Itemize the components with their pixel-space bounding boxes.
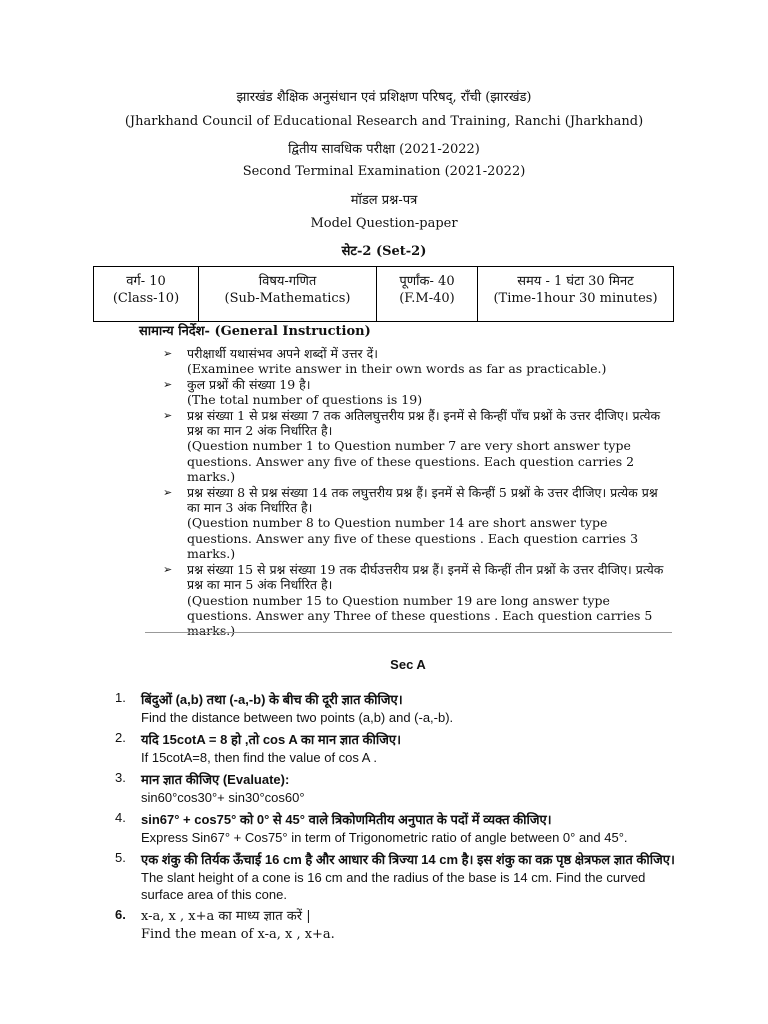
exam-info-table — [93, 266, 674, 322]
arrow-bullet-icon: ➢ — [163, 377, 173, 391]
question-english: If 15cotA=8, then find the value of cos A . — [141, 750, 377, 765]
question-item — [115, 850, 675, 903]
exam-name-hindi: द्वितीय सावधिक परीक्षा (2021-2022) — [288, 142, 480, 157]
instruction-item: ➢ प्रश्न संख्या 15 से प्रश्न संख्या 19 तक दीर्घउत्तरीय प्रश्न हैं। इनमें से किन्हीं तीन प्रश्नों के उत्तर दीजिए। प्रत्येक प्रश्न का मान 5 अंक निर्धारित है। (Question number 15 to Question number 19 are long answer type questions. Answer any Three of these questions . Each question carries 5 marks.) — [163, 561, 664, 639]
question-english: Express Sin67° + Cos75° in term of Trigonometric ratio of angle between 0° and 45°. — [141, 830, 628, 845]
question-hindi: यदि 15cotA = 8 हो ,तो cos A का मान ज्ञात कीजिए। — [141, 732, 402, 747]
info-cell-class: वर्ग- 10 (Class-10) — [94, 267, 199, 321]
instruction-item: ➢ प्रश्न संख्या 8 से प्रश्न संख्या 14 तक लघुत्तरीय प्रश्न हैं। इनमें से किन्हीं 5 प्रश्नों के उत्तर दीजिए। प्रत्येक प्रश्न का मान 3 अंक निर्धारित है। (Question number 8 to Question number 14 are short answer type questions. Answer any five of these questions . Each question carries 3 marks.) — [163, 484, 658, 562]
question-english: Find the distance between two points (a,b) and (-a,-b). — [141, 710, 454, 725]
question-item — [115, 907, 675, 943]
arrow-bullet-icon: ➢ — [163, 408, 173, 422]
org-name-hindi: झारखंड शैक्षिक अनुसंधान एवं प्रशिक्षण परिषद्, राँची (झारखंड) — [236, 90, 532, 105]
section-title: Sec A — [390, 657, 426, 672]
set-label: सेट-2 (Set-2) — [341, 244, 427, 259]
question-hindi: बिंदुओं (a,b) तथा (-a,-b) के बीच की दूरी ज्ञात कीजिए। — [141, 692, 403, 707]
arrow-bullet-icon: ➢ — [163, 562, 173, 576]
question-number: 1. — [115, 690, 126, 705]
exam-name-english: Second Terminal Examination (2021-2022) — [242, 164, 526, 179]
question-item — [115, 770, 675, 806]
section-divider — [145, 632, 672, 633]
instruction-item: ➢ प्रश्न संख्या 1 से प्रश्न संख्या 7 तक अतिलघुत्तरीय प्रश्न हैं। इनमें से किन्हीं पाँच प्रश्नों के उत्तर दीजिए। प्रत्येक प्रश्न का मान 2 अंक निर्धारित है। (Question number 1 to Question number 7 are very short answer type questions. Answer any five of these questions. Each question carries 2 marks.) — [163, 407, 661, 485]
question-hindi: मान ज्ञात कीजिए (Evaluate): — [141, 772, 290, 787]
question-list — [115, 690, 675, 943]
question-hindi: x-a, x , x+a का माध्य ज्ञात करें | — [141, 909, 311, 924]
question-english: Find the mean of x-a, x , x+a. — [141, 927, 335, 942]
info-cell-marks: पूर्णांक- 40 (F.M-40) — [377, 267, 478, 321]
question-number: 5. — [115, 850, 126, 865]
question-item — [115, 690, 675, 726]
instruction-list — [163, 346, 673, 639]
question-hindi: sin67° + cos75° को 0° से 45° वाले त्रिकोणमितीय अनुपात के पदों में व्यक्त कीजिए। — [141, 812, 552, 827]
arrow-bullet-icon: ➢ — [163, 485, 173, 499]
instruction-item: ➢ कुल प्रश्नों की संख्या 19 है। (The total number of questions is 19) — [163, 376, 423, 408]
info-cell-subject: विषय-गणित (Sub-Mathematics) — [199, 267, 377, 321]
paper-type-hindi: मॉडल प्रश्न-पत्र — [350, 193, 418, 208]
general-instruction-title: सामान्य निर्देश- (General Instruction) — [139, 324, 371, 339]
question-number: 2. — [115, 730, 126, 745]
question-item — [115, 810, 675, 846]
info-cell-time: समय - 1 घंटा 30 मिनट (Time-1hour 30 minutes) — [493, 274, 658, 306]
question-number: 6. — [115, 907, 126, 922]
question-english: sin60°cos30°+ sin30°cos60° — [141, 790, 305, 805]
org-name-english: (Jharkhand Council of Educational Research and Training, Ranchi (Jharkhand) — [124, 114, 644, 129]
question-number: 4. — [115, 810, 126, 825]
question-hindi: एक शंकु की तिर्यक ऊँचाई 16 cm है और आधार की त्रिज्या 14 cm है। इस शंकु का वक्र पृष्ठ क्षेत्रफल ज्ञात कीजिए। — [141, 852, 675, 867]
arrow-bullet-icon: ➢ — [163, 347, 173, 360]
instruction-item: ➢ परीक्षार्थी यथासंभव अपने शब्दों में उत्तर दें। (Examinee write answer in their own words as far as practicable.) — [163, 346, 607, 377]
question-english: The slant height of a cone is 16 cm and the radius of the base is 14 cm. Find the curved surface area of this cone. — [141, 870, 646, 902]
question-item — [115, 730, 675, 766]
question-number: 3. — [115, 770, 126, 785]
paper-type-english: Model Question-paper — [310, 216, 458, 231]
